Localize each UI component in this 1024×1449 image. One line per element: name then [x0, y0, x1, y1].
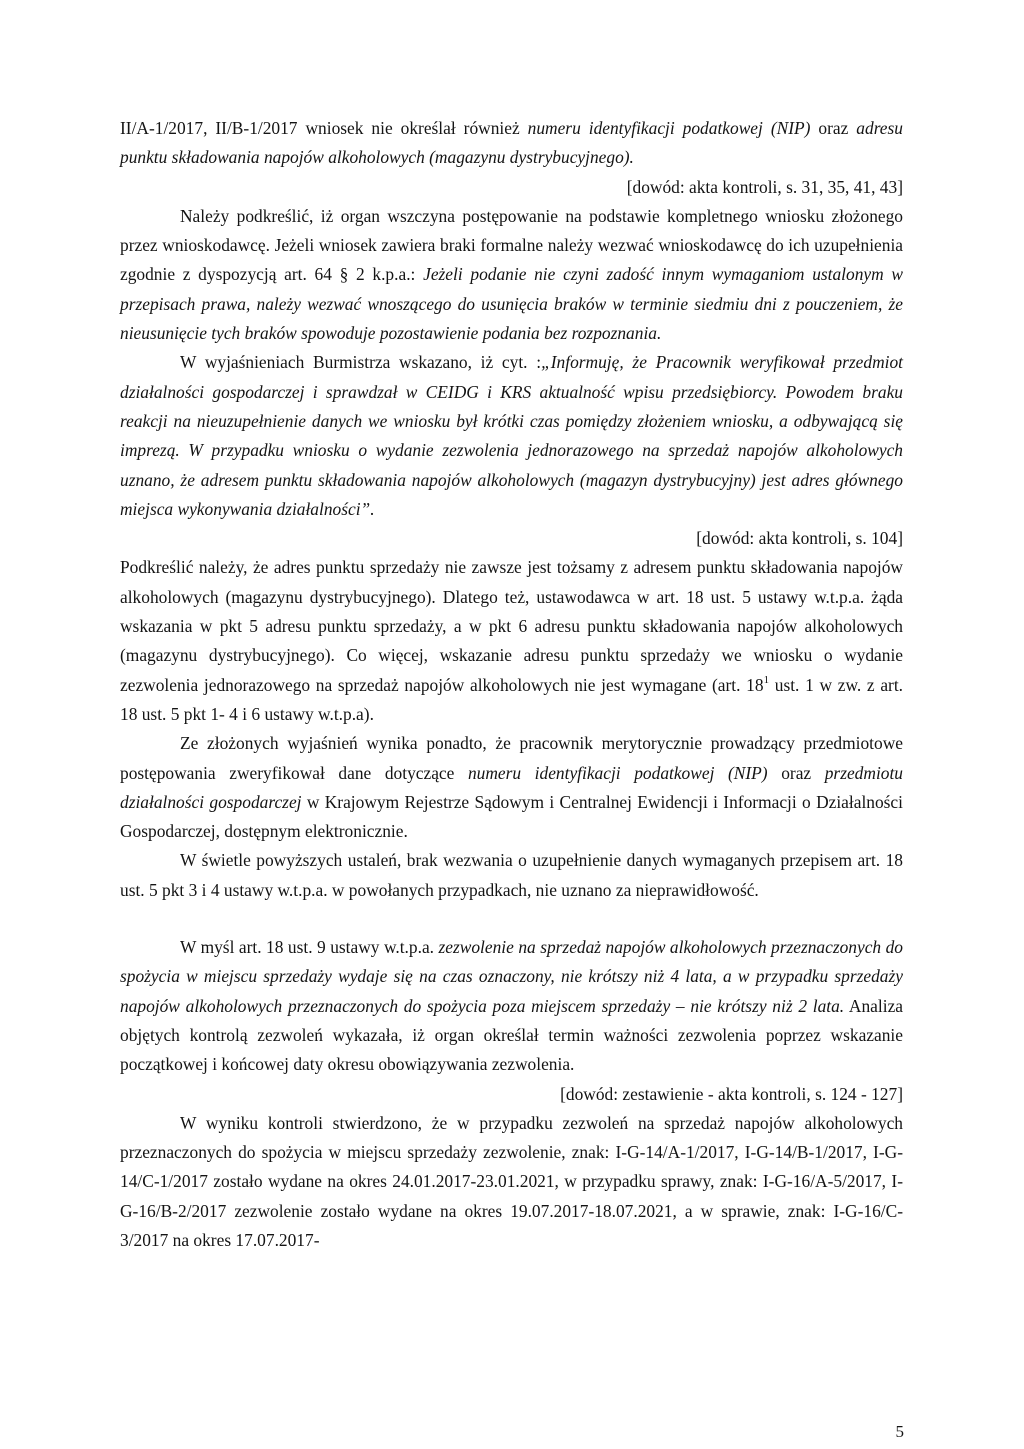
italic-text: numeru identyfikacji podatkowej (NIP)	[527, 118, 811, 138]
paragraph-text: W myśl art. 18 ust. 9 ustawy w.t.p.a.	[180, 937, 439, 958]
page-number: 5	[895, 1422, 904, 1441]
evidence-reference-2: [dowód: akta kontroli, s. 104]	[696, 528, 903, 549]
paragraph-text: w Krajowym Rejestrze Sądowym i Centralnej Ewidencji i Informacji o Działalności Gospodarczej, dostępnym elektronicznie.	[120, 791, 903, 842]
paragraph-6: W świetle powyższych ustaleń, brak wezwania o uzupełnienie danych wymaganych przepisem art. 18 ust. 5 pkt 3 i 4 ustawy w.t.p.a. w powołanych przypadkach, nie uznano za nieprawidłowość.	[120, 850, 903, 900]
paragraph-text: ust. 1 w zw. z art. 18 ust. 5 pkt 1- 4 i 6 ustawy w.t.p.a).	[120, 674, 904, 724]
paragraph-4	[120, 553, 903, 729]
evidence-reference-1: [dowód: akta kontroli, s. 31, 35, 41, 43]	[626, 176, 903, 197]
paragraph-2	[120, 202, 903, 348]
paragraph-text: W wyjaśnieniach Burmistrza wskazano, iż cyt. :	[180, 352, 542, 373]
document-body	[120, 114, 903, 1255]
paragraph-7	[120, 933, 903, 1079]
paragraph-1	[120, 114, 903, 173]
italic-text: przedmiotu działalności gospodarczej	[120, 762, 903, 812]
quoted-regulation: zezwolenie na sprzedaż napojów alkoholowych przeznaczonych do spożycia w miejscu sprzedaży wydaje się na czas oznaczony, nie krótszy niż 4 lata, a w przypadku sprzedaży napojów alkoholowych przeznaczonych do spożycia poza miejscem sprzedaży – nie krótszy niż 2 lata.	[120, 937, 903, 1016]
paragraph-text: Podkreślić należy, że adres punktu sprzedaży nie zawsze jest tożsamy z adresem punktu składowania napojów alkoholowych (magazynu dystrybucyjnego). Dlatego też, ustawodawca w art. 18 ust. 5 ustawy w.t.p.a. żąda wskazania w pkt 5 adresu punktu sprzedaży, a w pkt 6 adresu punktu składowania napojów alkoholowych (magazynu dystrybucyjnego). Co więcej, wskazanie adresu punktu sprzedaży we wniosku o wydanie zezwolenia jednorazowego na sprzedaż napojów alkoholowych nie jest wymagane (art. 18	[120, 557, 903, 695]
quoted-regulation: Jeżeli podanie nie czyni zadość innym wymaganiom ustalonym w przepisach prawa, należy wezwać wnoszącego do usunięcia braków w terminie siedmiu dni z pouczeniem, że nieusunięcie tych braków spowoduje pozostawienie podania bez rozpoznania.	[120, 264, 903, 344]
paragraph-spacer	[120, 905, 903, 933]
paragraph-text: oraz	[810, 118, 857, 138]
paragraph-8: W wyniku kontroli stwierdzono, że w przypadku zezwoleń na sprzedaż napojów alkoholowych przeznaczonych do spożycia w miejscu sprzedaży zezwolenie, znak: I-G-14/A-1/2017, I-G-14/B-1/2017, I-G-14/C-1/2017 zostało wydane na okres 24.01.2017-23.01.2021, w przypadku sprawy, znak: I-G-16/A-5/2017, I-G-16/B-2/2017 zezwolenie zostało wydane na okres 19.07.2017-18.07.2021, a w sprawie, znak: I-G-16/C-3/2017 na okres 17.07.2017-	[120, 1112, 903, 1250]
quoted-explanation: „Informuję, że Pracownik weryfikował przedmiot działalności gospodarczej i sprawdzał w CEIDG i KRS aktualność wpisu przedsiębiorcy. Powodem braku reakcji na nieuzupełnienie danych we wniosku był krótki czas pomiędzy złożeniem wniosku, a odbywającą się imprezą. W przypadku wniosku o wydanie zezwolenia jednorazowego na sprzedaż napojów alkoholowych uznano, że adresem punktu składowania napojów alkoholowych (magazyn dystrybucyjny) jest adres głównego miejsca wykonywania działalności”.	[120, 352, 903, 519]
paragraph-text: Należy podkreślić, iż organ wszczyna postępowanie na podstawie kompletnego wniosku złożonego przez wnioskodawcę. Jeżeli wniosek zawiera braki formalne należy wezwać wnioskodawcę do ich uzupełnienia zgodnie z dyspozycją art. 64 § 2 k.p.a.:	[120, 205, 903, 285]
paragraph-text: Analiza objętych kontrolą zezwoleń wykazała, iż organ określał termin ważności zezwolenia poprzez wskazanie początkowej i końcowej daty okresu obowiązywania zezwolenia.	[120, 995, 904, 1075]
paragraph-text: oraz	[767, 762, 825, 783]
superscript: 1	[763, 673, 770, 686]
evidence-reference-3: [dowód: zestawienie - akta kontroli, s. 124 - 127]	[560, 1083, 903, 1104]
paragraph-text: II/A-1/2017, II/B-1/2017 wniosek nie określał również	[120, 118, 528, 138]
paragraph-5	[120, 729, 903, 846]
paragraph-3	[120, 348, 903, 524]
italic-text: adresu punktu składowania napojów alkoholowych (magazynu dystrybucyjnego).	[120, 118, 903, 168]
italic-text: numeru identyfikacji podatkowej (NIP)	[467, 762, 768, 783]
paragraph-text: Ze złożonych wyjaśnień wynika ponadto, że pracownik merytorycznie prowadzący przedmiotowe postępowania zweryfikował dane dotyczące	[120, 733, 903, 783]
